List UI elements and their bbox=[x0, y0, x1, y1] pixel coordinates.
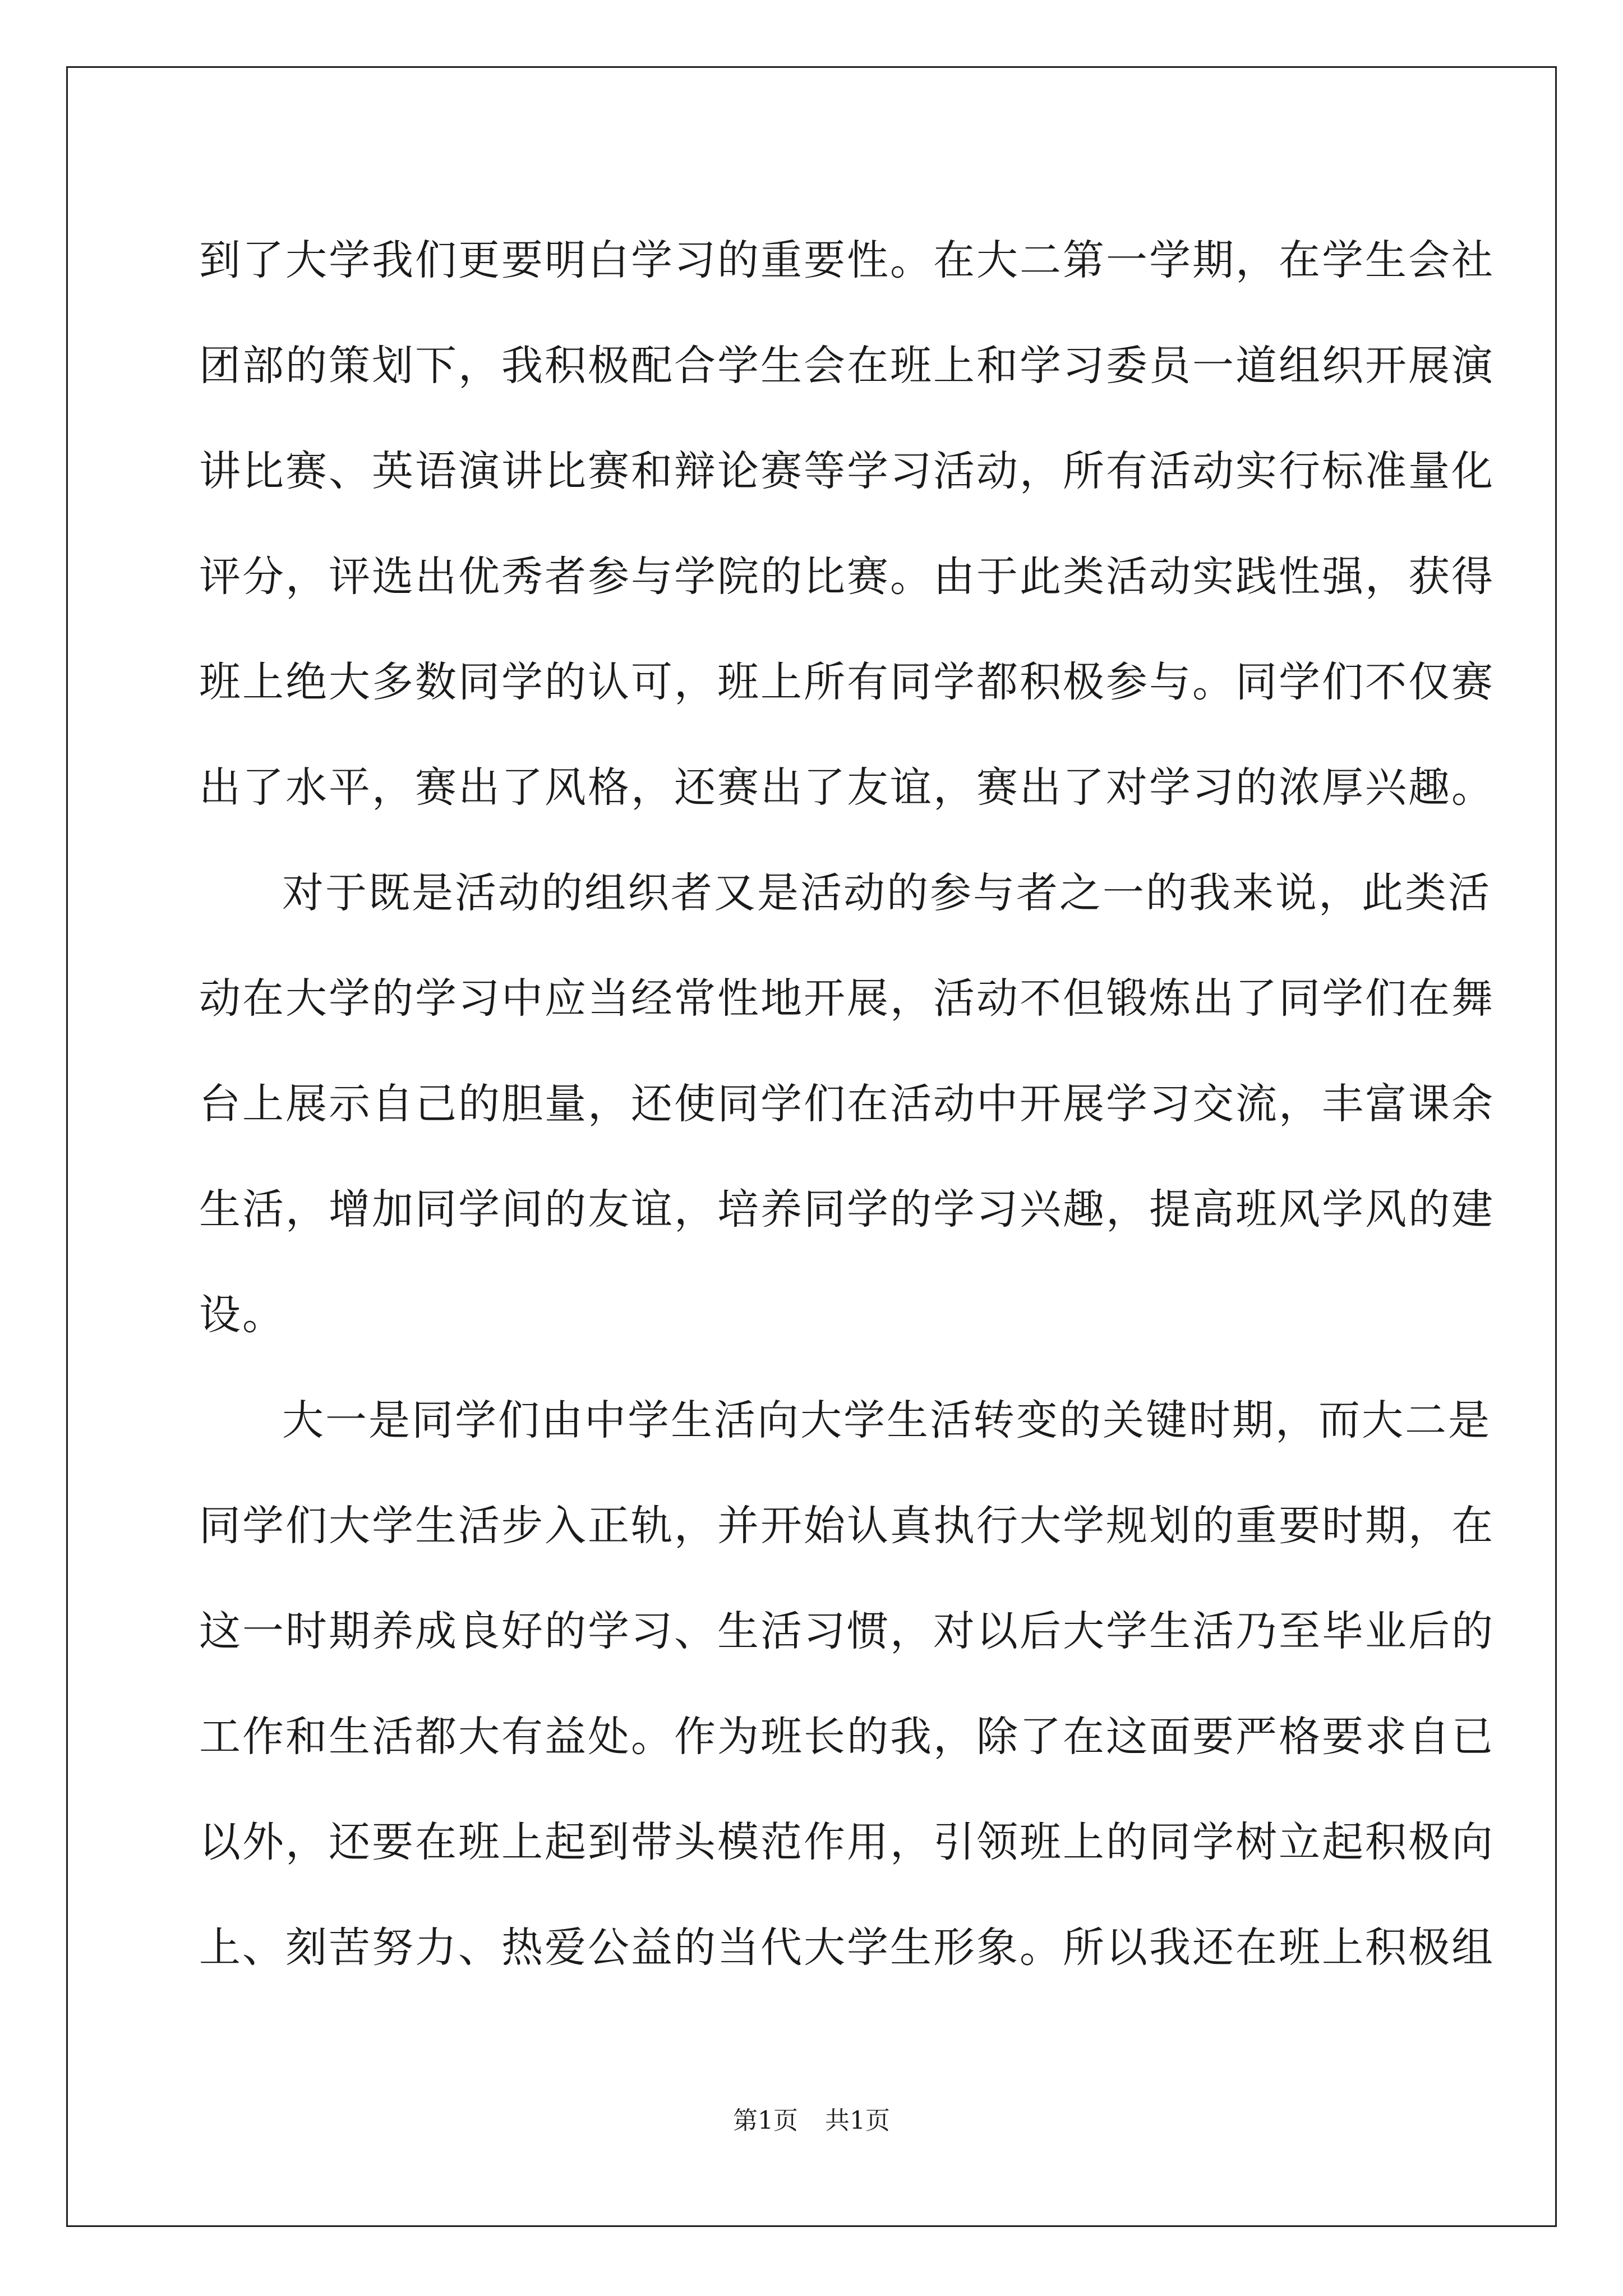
text-line: 评分，评选出优秀者参与学院的比赛。由于此类活动实践性强，获得 bbox=[199, 553, 1495, 601]
text-line: 团部的策划下，我积极配合学生会在班上和学习委员一道组织开展演 bbox=[199, 342, 1495, 390]
text-line: 设。 bbox=[199, 1291, 285, 1339]
page-footer bbox=[0, 2100, 1623, 2136]
page-total: 共1页 bbox=[825, 2106, 890, 2135]
document-body bbox=[199, 208, 1495, 2000]
paragraph-3 bbox=[199, 1368, 1495, 2000]
text-line: 大一是同学们由中学生活向大学生活转变的关键时期，而大二是 bbox=[282, 1396, 1491, 1444]
text-line: 以外，还要在班上起到带头模范作用，引领班上的同学树立起积极向 bbox=[199, 1818, 1495, 1866]
page-number: 第1页 bbox=[733, 2106, 798, 2135]
text-line: 工作和生活都大有益处。作为班长的我，除了在这面要严格要求自已 bbox=[199, 1713, 1495, 1761]
text-line: 出了水平，赛出了风格，还赛出了友谊，赛出了对学习的浓厚兴趣。 bbox=[199, 763, 1495, 812]
text-line: 对于既是活动的组织者又是活动的参与者之一的我来说，此类活 bbox=[282, 869, 1491, 917]
text-line: 班上绝大多数同学的认可，班上所有同学都积极参与。同学们不仅赛 bbox=[199, 658, 1495, 706]
text-line: 到了大学我们更要明白学习的重要性。在大二第一学期，在学生会社 bbox=[199, 236, 1495, 284]
text-line: 上、刻苦努力、热爱公益的当代大学生形象。所以我还在班上积极组 bbox=[199, 1924, 1495, 1972]
text-line: 同学们大学生活步入正轨，并开始认真执行大学规划的重要时期，在 bbox=[199, 1502, 1495, 1550]
paragraph-1 bbox=[199, 208, 1495, 840]
text-line: 讲比赛、英语演讲比赛和辩论赛等学习活动，所有活动实行标准量化 bbox=[199, 447, 1495, 495]
text-line: 动在大学的学习中应当经常性地开展，活动不但锻炼出了同学们在舞 bbox=[199, 974, 1495, 1023]
text-line: 台上展示自己的胆量，还使同学们在活动中开展学习交流，丰富课余 bbox=[199, 1080, 1495, 1128]
text-line: 这一时期养成良好的学习、生活习惯，对以后大学生活乃至毕业后的 bbox=[199, 1607, 1495, 1655]
text-line: 生活，增加同学间的友谊，培养同学的学习兴趣，提高班风学风的建 bbox=[199, 1185, 1495, 1234]
paragraph-2 bbox=[199, 840, 1495, 1368]
